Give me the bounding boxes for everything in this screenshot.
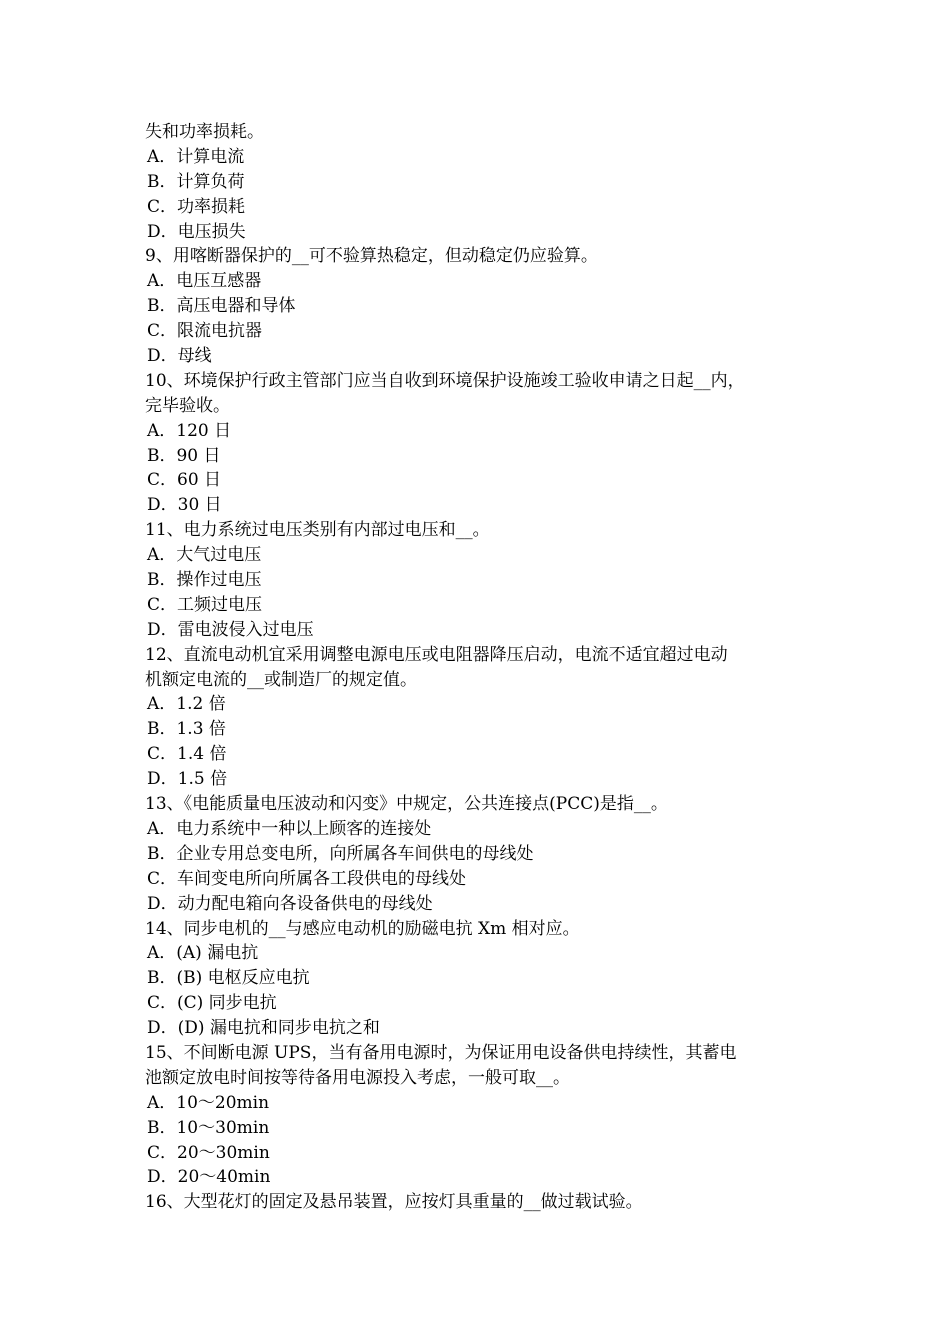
option-d: D．电压损失: [147, 221, 246, 242]
question-block-15: [145, 1041, 825, 1190]
question-text-line: 池额定放电时间按等待备用电源投入考虑，一般可取__。: [145, 1067, 570, 1088]
option-d: D．20～40min: [147, 1167, 271, 1188]
option-a: A．电压互感器: [147, 271, 262, 292]
option-b: B．(B) 电枢反应电抗: [147, 968, 310, 989]
question-text-line: 12、直流电动机宜采用调整电源电压或电阻器降压启动，电流不适宜超过电动: [145, 644, 728, 665]
option-b: B．计算负荷: [147, 171, 245, 192]
option-b: B．1.3 倍: [147, 719, 226, 740]
option-c: C．20～30min: [147, 1142, 270, 1163]
question-text-line: 13、《电能质量电压波动和闪变》中规定，公共连接点(PCC)是指__。: [145, 794, 668, 815]
question-block-12: [145, 643, 825, 792]
option-a: A．(A) 漏电抗: [147, 943, 259, 964]
option-c: C．60 日: [147, 470, 222, 491]
option-d: D．30 日: [147, 495, 222, 516]
question-text-line: 9、用喀断器保护的__可不验算热稳定，但动稳定仍应验算。: [145, 246, 598, 267]
question-text-line: 完毕验收。: [145, 395, 230, 416]
option-d: D．1.5 倍: [147, 769, 228, 790]
option-a: A．120 日: [147, 420, 232, 441]
option-b: B．企业专用总变电所，向所属各车间供电的母线处: [147, 843, 534, 864]
question-text-line: 失和功率损耗。: [145, 122, 264, 142]
question-block-9: [145, 244, 825, 368]
option-b: B．操作过电压: [147, 570, 262, 591]
option-a: A．10～20min: [147, 1092, 270, 1113]
question-text-line: 14、同步电机的__与感应电动机的励磁电抗 Xm 相对应。: [145, 918, 580, 939]
option-c: C．车间变电所向所属各工段供电的母线处: [147, 868, 467, 889]
question-block-10: [145, 369, 825, 518]
question-text-line: 机额定电流的__或制造厂的规定值。: [145, 669, 417, 690]
document-body: [145, 120, 825, 1215]
question-block-14: [145, 917, 825, 1041]
option-c: C．工频过电压: [147, 594, 263, 615]
question-text-line: 10、环境保护行政主管部门应当自收到环境保护设施竣工验收申请之日起__内，: [145, 370, 745, 391]
question-text-line: 11、电力系统过电压类别有内部过电压和__。: [145, 520, 490, 541]
option-c: C．1.4 倍: [147, 744, 227, 765]
option-d: D．母线: [147, 346, 212, 367]
option-b: B．高压电器和导体: [147, 296, 296, 317]
question-text-line: 15、不间断电源 UPS，当有备用电源时，为保证用电设备供电持续性，其蓄电: [145, 1042, 737, 1063]
option-c: C．(C) 同步电抗: [147, 993, 277, 1014]
option-c: C．限流电抗器: [147, 321, 263, 342]
option-a: A．计算电流: [147, 146, 245, 167]
option-a: A．大气过电压: [147, 545, 262, 566]
option-d: D．动力配电箱向各设备供电的母线处: [147, 893, 433, 914]
question-block-8: [145, 145, 825, 245]
question-block-11: [145, 518, 825, 642]
option-b: B．10～30min: [147, 1117, 270, 1138]
option-b: B．90 日: [147, 445, 221, 466]
option-a: A．电力系统中一种以上顾客的连接处: [147, 818, 432, 839]
option-c: C．功率损耗: [147, 196, 246, 217]
option-d: D．雷电波侵入过电压: [147, 619, 314, 640]
option-d: D．(D) 漏电抗和同步电抗之和: [147, 1018, 380, 1039]
question-block-16: [145, 1190, 825, 1215]
option-a: A．1.2 倍: [147, 694, 226, 715]
question-text-line: 16、大型花灯的固定及悬吊装置，应按灯具重量的__做过载试验。: [145, 1192, 643, 1213]
question-block-13: [145, 792, 825, 916]
